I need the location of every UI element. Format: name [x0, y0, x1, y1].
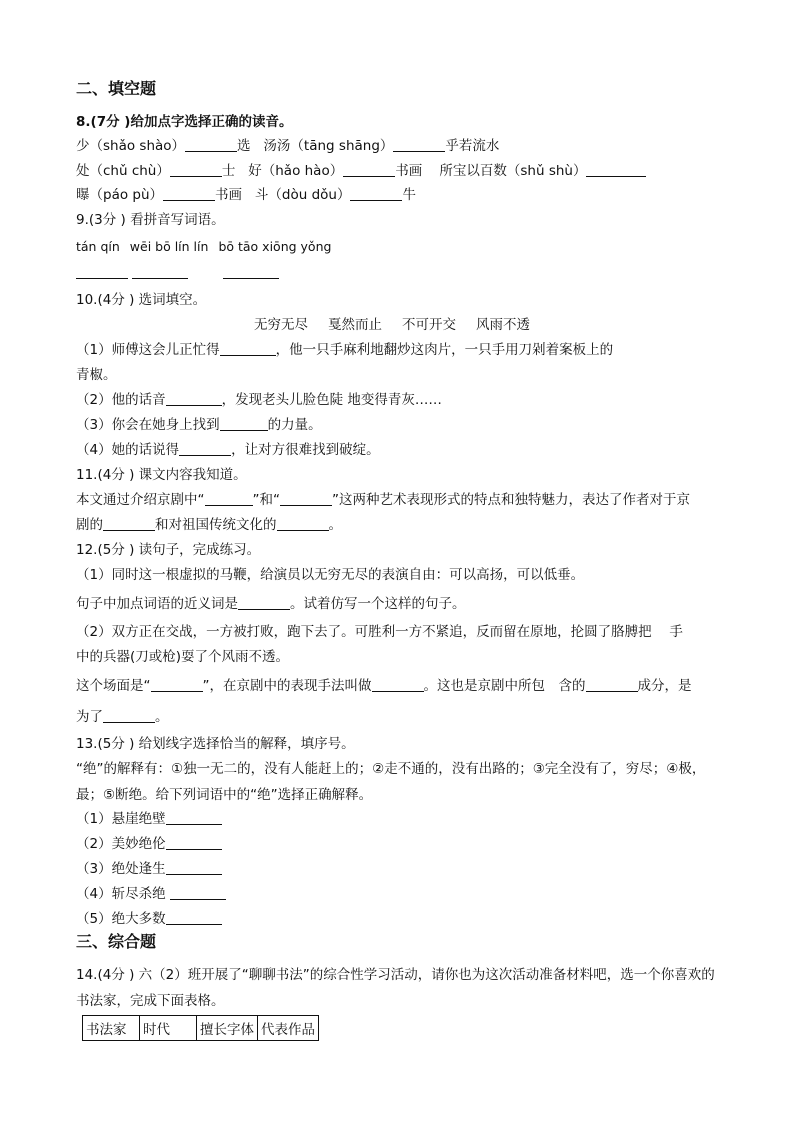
answer-blank[interactable]: [166, 835, 222, 850]
q13-description: “绝”的解释有：①独一无二的，没有人能赶上的；②走不通的，没有出路的；③完全没有了，穷尽；④极，最；⑤断绝。给下列词语中的“绝”选择正确解释。: [76, 761, 706, 803]
q8-row-1: 少（shǎo shào） 选 汤汤（tāng shāng） 乎若流水: [76, 138, 500, 154]
answer-blank[interactable]: [223, 264, 279, 279]
answer-blank[interactable]: [205, 491, 253, 506]
answer-blank[interactable]: [238, 595, 290, 610]
q11-line-2: 剧的 和对祖国传统文化的 。: [76, 517, 342, 533]
q10-sentence-1: （1）师傅这会儿正忙得 ，他一只手麻利地翻炒这肉片，一只手用刀剁着案板上的: [76, 342, 614, 358]
answer-blank[interactable]: [76, 264, 128, 279]
answer-blank[interactable]: [166, 391, 222, 406]
word-1: 无穷无尽: [254, 317, 308, 333]
q12-sentence-1: （1）同时这一根虚拟的马鞭，给演员以无穷无尽的表演自由：可以高扬，可以低垂。: [76, 567, 585, 583]
pinyin-3: bō tāo xiōng yǒng: [218, 239, 332, 254]
answer-blank[interactable]: [586, 162, 646, 177]
q12-sentence-2: （2）双方正在交战，一方被打败，跑下去了。可胜利一方不紧追，反而留在原地，抡圆了胳膊把 手: [76, 624, 683, 640]
q10-sentence-4: （4）她的话说得 ，让对方很难找到破绽。: [76, 442, 380, 458]
q10-title: 10.(4分 ) 选词填空。: [76, 292, 207, 308]
answer-blank[interactable]: [103, 516, 155, 531]
answer-blank[interactable]: [166, 810, 222, 825]
answer-blank[interactable]: [170, 885, 226, 900]
table-header-cell: 擅长字体: [197, 1016, 258, 1041]
table-header-cell: 代表作品: [258, 1016, 319, 1041]
answer-blank[interactable]: [393, 137, 445, 152]
answer-blank[interactable]: [277, 516, 329, 531]
q10-word-bank: [244, 316, 540, 334]
pinyin-2: wēi bō lín lín: [129, 239, 209, 254]
answer-blank[interactable]: [220, 416, 268, 431]
q12-question-1: 句子中加点词语的近义词是 。试着仿写一个这样的句子。: [76, 596, 466, 612]
answer-blank[interactable]: [151, 677, 203, 692]
answer-blank[interactable]: [350, 186, 402, 201]
word-3: 不可开交: [402, 317, 456, 333]
answer-blank[interactable]: [372, 677, 424, 692]
pinyin-1: tán qín: [76, 239, 120, 254]
q11-title: 11.(4分 ) 课文内容我知道。: [76, 467, 247, 483]
q10-sentence-1-cont: 青椒。: [76, 367, 117, 383]
table-header-cell: 时代: [140, 1016, 197, 1041]
calligrapher-table: [82, 1015, 319, 1041]
q9-answer-row: [76, 264, 279, 282]
table-header-cell: 书法家: [83, 1016, 140, 1041]
q13-item-4: （4）斩尽杀绝: [76, 885, 226, 903]
q10-sentence-2: （2）他的话音 ，发现老头儿脸色陡 地变得青灰……: [76, 392, 442, 408]
q12-question-2-cont: 为了 。: [76, 709, 169, 725]
word-4: 风雨不透: [476, 317, 530, 333]
answer-blank[interactable]: [166, 860, 222, 875]
answer-blank[interactable]: [170, 162, 222, 177]
q9-title: 9.(3分 ) 看拼音写词语。: [76, 212, 225, 228]
answer-blank[interactable]: [166, 910, 222, 925]
answer-blank[interactable]: [179, 441, 231, 456]
q14-title: 14.(4分 ) 六（2）班开展了“聊聊书法”的综合性学习活动，请你也为这次活动准备材料吧，选一个你喜欢的书法家，完成下面表格。: [76, 967, 715, 1009]
answer-blank[interactable]: [103, 708, 155, 723]
answer-blank[interactable]: [185, 137, 237, 152]
q13-title: 13.(5分 ) 给划线字选择恰当的解释，填序号。: [76, 736, 355, 752]
q13-item-2: （2）美妙绝伦: [76, 835, 222, 853]
q8-row-2: 处（chǔ chù） 士 好（hǎo hào） 书画 所宝以百数（shǔ shù）: [76, 162, 646, 180]
answer-blank[interactable]: [220, 341, 276, 356]
q11-line-1: 本文通过介绍京剧中“ ”和“ ”这两种艺术表现形式的特点和独特魅力，表达了作者对于京: [76, 492, 690, 508]
q12-sentence-2-cont: 中的兵器(刀或枪)耍了个风雨不透。: [76, 649, 290, 665]
q13-item-5: （5）绝大多数: [76, 910, 222, 928]
answer-blank[interactable]: [163, 186, 215, 201]
q10-sentence-3: （3）你会在她身上找到 的力量。: [76, 417, 322, 433]
q13-item-3: （3）绝处逢生: [76, 860, 222, 878]
answer-blank[interactable]: [343, 162, 395, 177]
q12-title: 12.(5分 ) 读句子，完成练习。: [76, 542, 261, 558]
answer-blank[interactable]: [280, 491, 332, 506]
q9-pinyin-row: [76, 238, 341, 256]
answer-blank[interactable]: [586, 677, 638, 692]
q12-question-2: 这个场面是“ ”，在京剧中的表现手法叫做 。这也是京剧中所包 含的 成分，是: [76, 678, 692, 694]
section-title-comprehensive: 三、综合题: [76, 932, 157, 951]
answer-blank[interactable]: [132, 264, 188, 279]
word-2: 戛然而止: [328, 317, 382, 333]
q8-row-3: 曝（páo pù） 书画 斗（dòu dǒu） 牛: [76, 187, 416, 203]
section-title-fill-in: 二、填空题: [76, 79, 157, 98]
q8-title: 8.(7分 )给加点字选择正确的读音。: [76, 114, 293, 130]
q13-item-1: （1）悬崖绝壁: [76, 810, 222, 828]
table-header-row: [83, 1016, 319, 1041]
